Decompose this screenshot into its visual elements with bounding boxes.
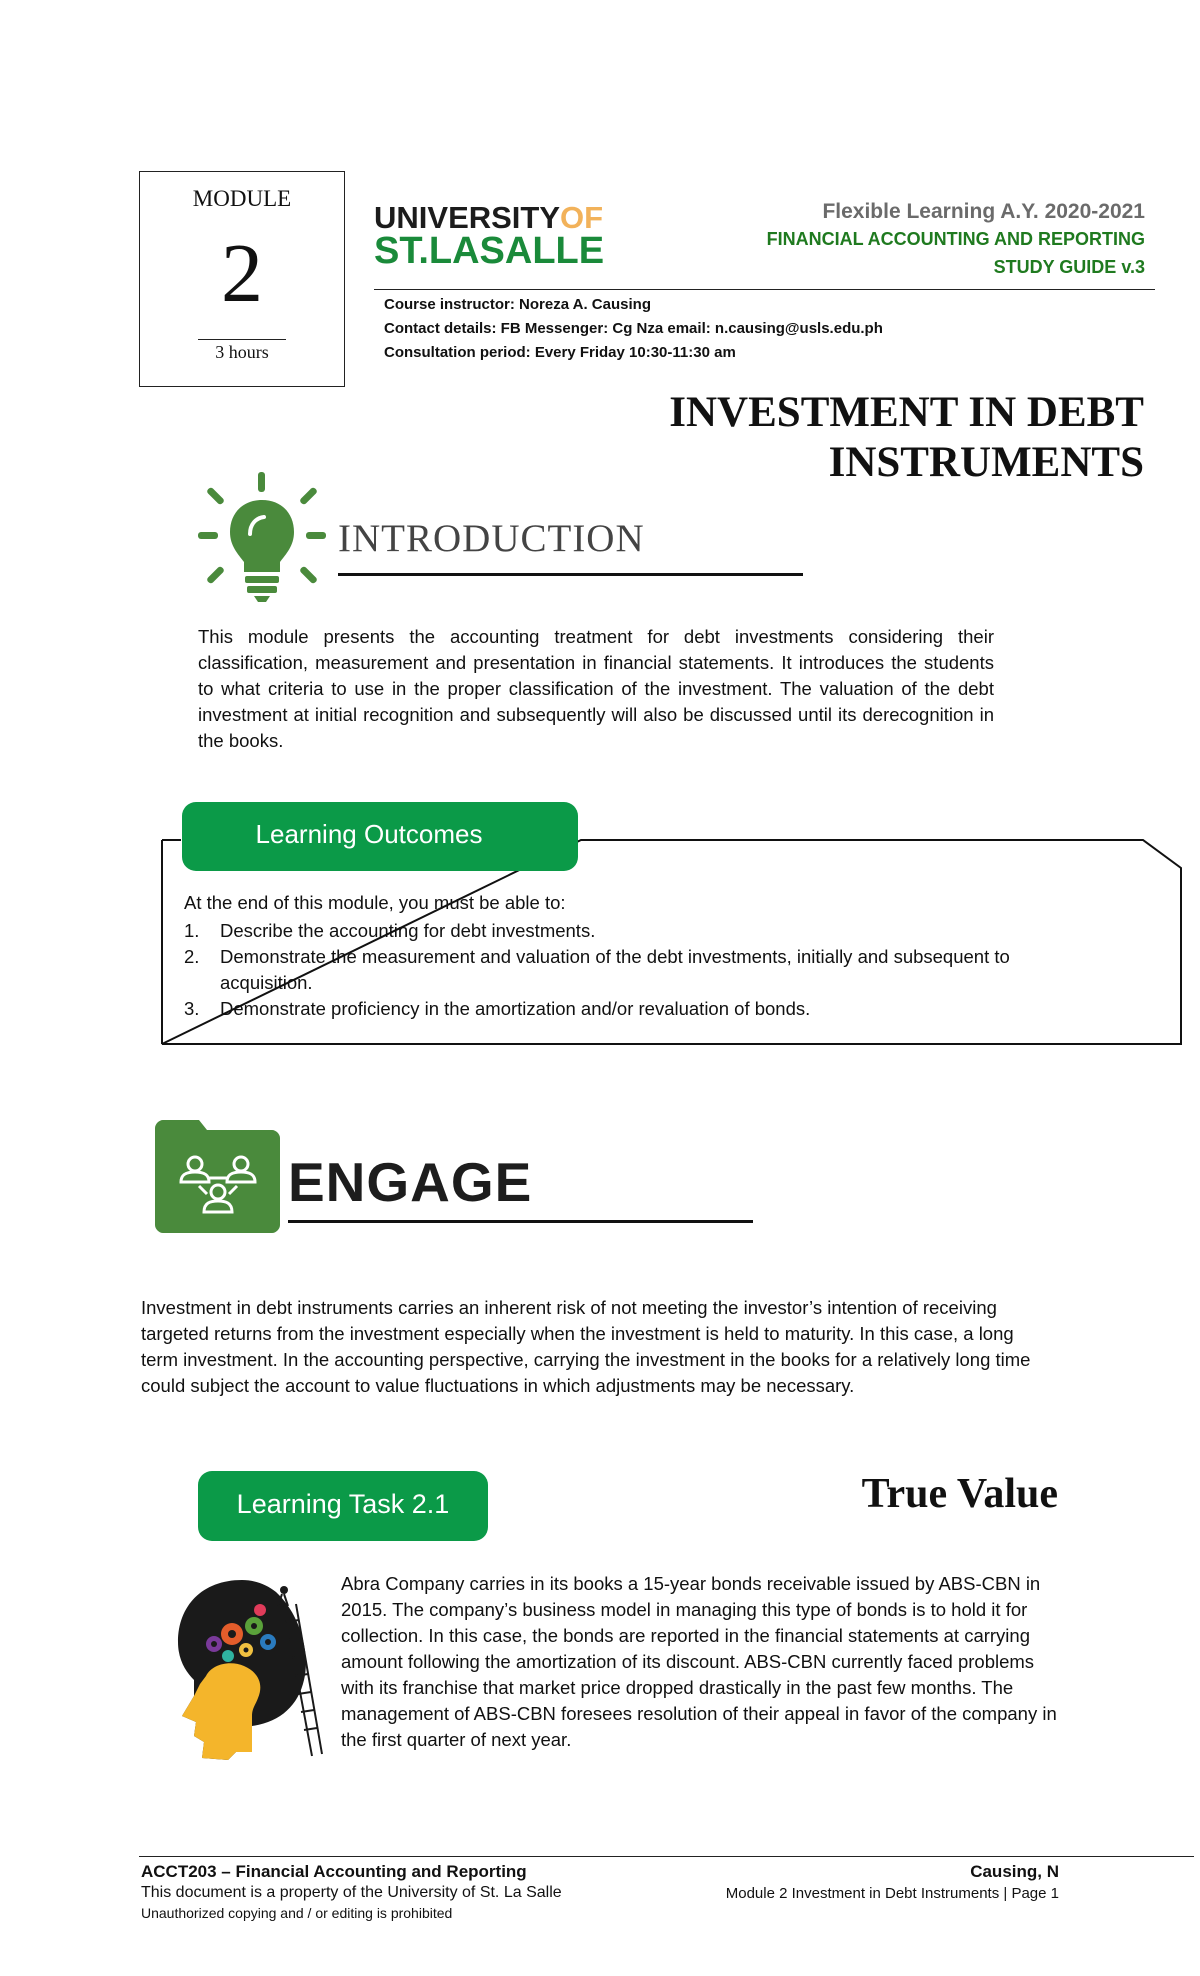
- footer-course: ACCT203 – Financial Accounting and Reporting: [141, 1862, 527, 1881]
- page-title-line1: INVESTMENT IN DEBT: [669, 389, 1144, 436]
- learning-task-label: Learning Task 2.1: [236, 1489, 450, 1519]
- program-label: Flexible Learning A.Y. 2020-2021: [822, 200, 1145, 223]
- list-item-text: Demonstrate proficiency in the amortization and/or revaluation of bonds.: [220, 998, 811, 1019]
- list-item-text: Demonstrate the measurement and valuation of the debt investments, initially and subsequent to acquisition.: [220, 946, 1010, 993]
- list-item: [184, 996, 1084, 1022]
- introduction-text: This module presents the accounting treatment for debt investments considering their classification, measurement and presentation in financial statements. It introduces the students to what criteria to use in the proper classification of the investment. The valuation of the debt investment at initial recognition and subsequently will also be discussed until its derecognition in the books.: [198, 626, 994, 751]
- course-instructor: Course instructor: Noreza A. Causing: [384, 296, 651, 313]
- introduction-heading: INTRODUCTION: [338, 517, 645, 560]
- footer-notice: Unauthorized copying and / or editing is prohibited: [141, 1905, 453, 1921]
- consultation-period: Consultation period: Every Friday 10:30-11:30 am: [384, 344, 736, 361]
- list-item-number: 1.: [184, 920, 200, 941]
- module-number: 2: [221, 227, 263, 320]
- list-item-number: 2.: [184, 946, 200, 967]
- learning-outcomes-list: [184, 918, 1084, 1022]
- logo-st-lasalle: ST.LASALLE: [374, 230, 605, 272]
- footer-page: Module 2 Investment in Debt Instruments | Page 1: [725, 1885, 1059, 1902]
- university-logo: [374, 200, 606, 276]
- head-gears-icon: [172, 1576, 324, 1764]
- engage-heading: ENGAGE: [288, 1151, 533, 1213]
- list-item: [184, 918, 1084, 944]
- learning-outcomes-intro: At the end of this module, you must be able to:: [184, 892, 566, 913]
- module-duration: 3 hours: [215, 342, 269, 362]
- page-title: [669, 388, 1144, 488]
- module-box: [139, 171, 345, 387]
- guide-label: STUDY GUIDE v.3: [993, 257, 1145, 277]
- engage-text: Investment in debt instruments carries an inherent risk of not meeting the investor’s intention of receiving targeted returns from the investment especially when the investment is held to maturity. In this case, a long term investment. In the accounting perspective, carrying the investment in the books for a relatively long time could subject the account to value fluctuations in which adjustments may be necessary.: [141, 1297, 1031, 1396]
- list-item-text: Describe the accounting for debt investments.: [220, 920, 596, 941]
- contact-details: Contact details: FB Messenger: Cg Nza email: n.causing@usls.edu.ph: [384, 320, 883, 337]
- page-title-line2: INSTRUMENTS: [828, 439, 1144, 486]
- header-divider: [374, 289, 1155, 290]
- module-divider: [198, 339, 286, 340]
- footer-divider: [139, 1856, 1194, 1857]
- module-label: MODULE: [192, 186, 292, 211]
- course-label: FINANCIAL ACCOUNTING AND REPORTING: [766, 229, 1145, 249]
- learning-task-title: True Value: [861, 1471, 1058, 1517]
- group-folder-icon: [155, 1120, 280, 1233]
- learning-task-text: Abra Company carries in its books a 15-year bonds receivable issued by ABS-CBN in 2015. The company’s business model in managing this type of bonds is to hold it for collection. In this case, the bonds are reported in the financial statements at carrying amount following the amortization of its discount. ABS-CBN currently faced problems with its franchise that market price dropped drastically in the past few months. The management of ABS-CBN foresees resolution of their appeal in favor of the company in the first quarter of next year.: [341, 1573, 1057, 1750]
- list-item-number: 3.: [184, 998, 200, 1019]
- list-item: [184, 944, 1084, 996]
- lightbulb-icon: [198, 472, 326, 602]
- learning-outcomes-label: Learning Outcomes: [255, 819, 483, 849]
- logo-of: OF: [560, 200, 604, 235]
- footer-property: This document is a property of the University of St. La Salle: [141, 1884, 562, 1901]
- introduction-underline: [338, 573, 803, 576]
- engage-underline: [288, 1220, 753, 1223]
- footer-author: Causing, N: [970, 1862, 1059, 1881]
- logo-university: UNIVERSITY: [374, 200, 561, 235]
